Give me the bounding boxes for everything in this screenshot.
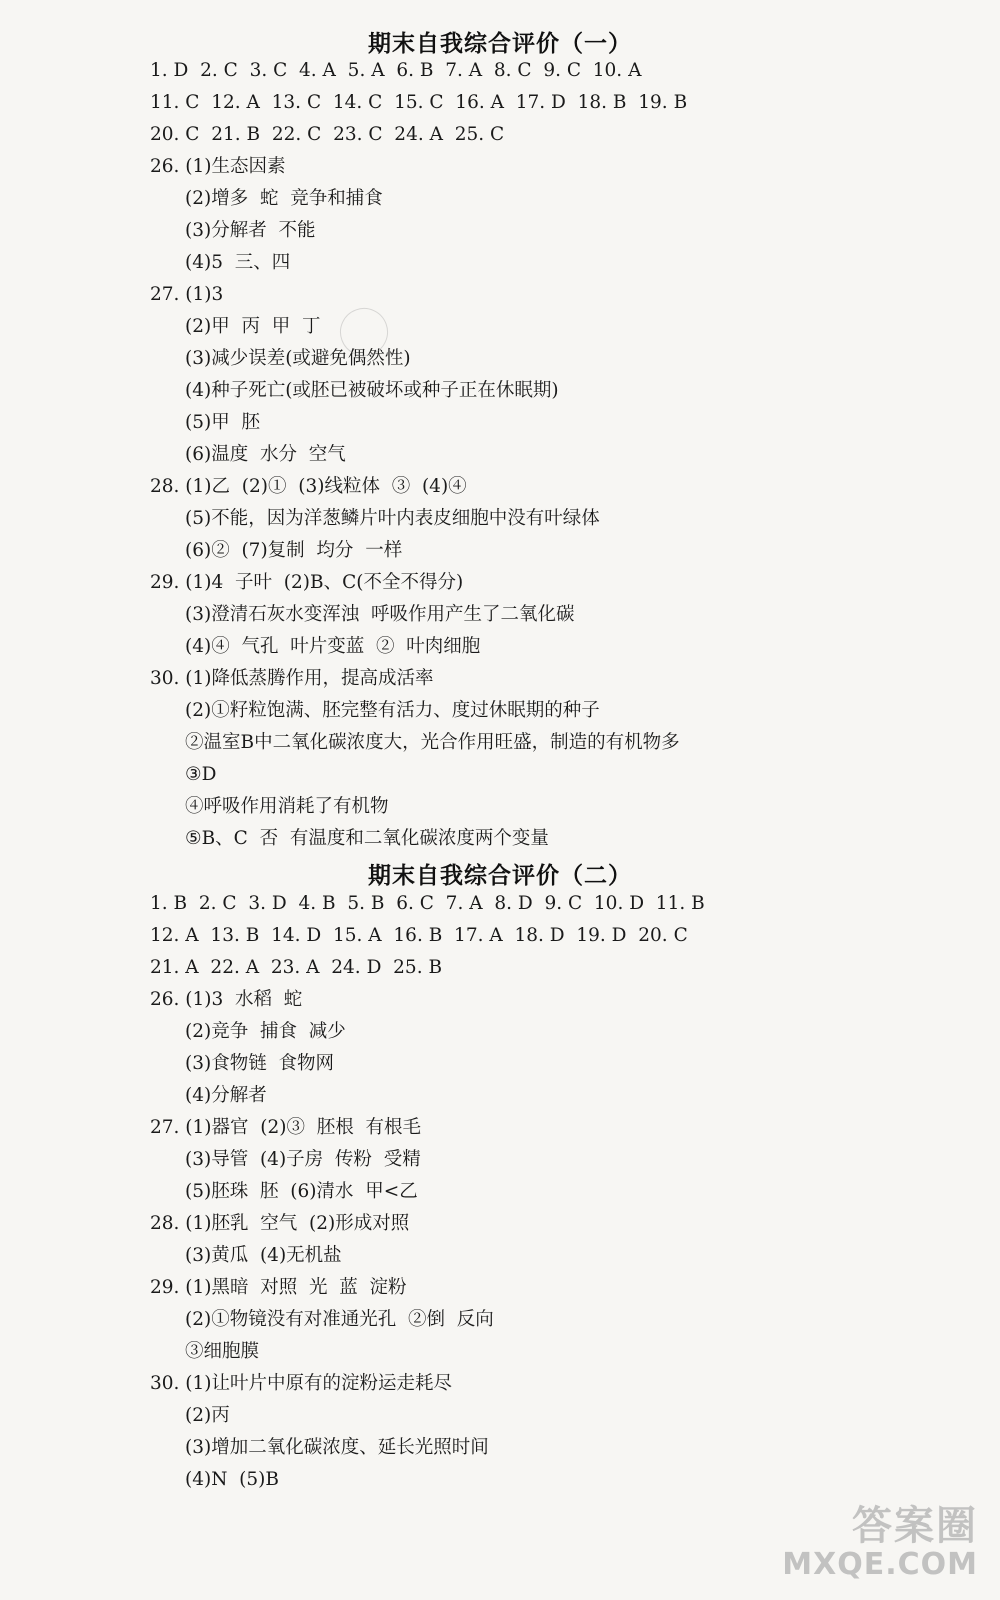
answer-line: (6)② (7)复制 均分 一样 <box>185 540 403 561</box>
answer-line: (2)①籽粒饱满、胚完整有活力、度过休眠期的种子 <box>185 700 600 721</box>
answer-line: 30. (1)降低蒸腾作用，提高成活率 <box>150 668 434 689</box>
watermark-text: 答案圈 <box>852 1503 978 1549</box>
answer-line: (2)增多 蛇 竞争和捕食 <box>185 188 383 209</box>
section-title-2: 期末自我综合评价（二） <box>368 863 632 889</box>
answer-line: (5)胚珠 胚 (6)清水 甲<乙 <box>185 1181 418 1202</box>
answer-line: 28. (1)乙 (2)① (3)线粒体 ③ (4)④ <box>150 476 467 497</box>
answer-line: ④呼吸作用消耗了有机物 <box>185 796 389 817</box>
answer-line: 28. (1)胚乳 空气 (2)形成对照 <box>150 1213 410 1234</box>
answer-line: 29. (1)黑暗 对照 光 蓝 淀粉 <box>150 1277 407 1298</box>
section-title-1: 期末自我综合评价（一） <box>368 31 632 57</box>
answer-line: (4)5 三、四 <box>185 252 291 273</box>
watermark-logo <box>782 1494 978 1582</box>
answer-line: ⑤B、C 否 有温度和二氧化碳浓度两个变量 <box>185 828 549 849</box>
answer-line: (2)丙 <box>185 1405 230 1426</box>
answer-line: 12. A 13. B 14. D 15. A 16. B 17. A 18. D 19. D 20. C <box>150 925 688 946</box>
answer-line: 26. (1)生态因素 <box>150 156 286 177</box>
answer-line: (3)黄瓜 (4)无机盐 <box>185 1245 342 1266</box>
answer-line: 20. C 21. B 22. C 23. C 24. A 25. C <box>150 124 505 145</box>
answer-line: (2)①物镜没有对准通光孔 ②倒 反向 <box>185 1309 494 1330</box>
answer-line: (4)分解者 <box>185 1085 267 1106</box>
answer-line: 1. B 2. C 3. D 4. B 5. B 6. C 7. A 8. D 9. C 10. D 11. B <box>150 893 705 914</box>
answer-line: (5)不能，因为洋葱鳞片叶内表皮细胞中没有叶绿体 <box>185 508 600 529</box>
answer-line: (4)④ 气孔 叶片变蓝 ② 叶肉细胞 <box>185 636 481 657</box>
answer-line: (4)N (5)B <box>185 1469 279 1490</box>
answer-line: ②温室B中二氧化碳浓度大，光合作用旺盛，制造的有机物多 <box>185 732 680 753</box>
answer-line: 21. A 22. A 23. A 24. D 25. B <box>150 957 443 978</box>
answer-line: (3)澄清石灰水变浑浊 呼吸作用产生了二氧化碳 <box>185 604 575 625</box>
answer-line: 30. (1)让叶片中原有的淀粉运走耗尽 <box>150 1373 453 1394</box>
answer-line: (2)甲 丙 甲 丁 <box>185 316 321 337</box>
answer-line: ③D <box>185 764 217 785</box>
answer-line: 11. C 12. A 13. C 14. C 15. C 16. A 17. D 18. B 19. B <box>150 92 688 113</box>
answer-line: 1. D 2. C 3. C 4. A 5. A 6. B 7. A 8. C 9. C 10. A <box>150 60 642 81</box>
answer-line: (3)食物链 食物网 <box>185 1053 334 1074</box>
answer-line: 27. (1)3 <box>150 284 224 305</box>
answer-line: 29. (1)4 子叶 (2)B、C(不全不得分) <box>150 572 464 593</box>
answer-line: (3)分解者 不能 <box>185 220 316 241</box>
answer-line: (3)减少误差(或避免偶然性) <box>185 348 411 369</box>
answer-line: (6)温度 水分 空气 <box>185 444 346 465</box>
answer-line: (2)竞争 捕食 减少 <box>185 1021 346 1042</box>
watermark-url: MXQE.COM <box>782 1547 978 1582</box>
answer-line: 26. (1)3 水稻 蛇 <box>150 989 303 1010</box>
answer-line: (5)甲 胚 <box>185 412 260 433</box>
answer-line: (4)种子死亡(或胚已被破坏或种子正在休眠期) <box>185 380 559 401</box>
answer-line: 27. (1)器官 (2)③ 胚根 有根毛 <box>150 1117 421 1138</box>
answer-line: (3)导管 (4)子房 传粉 受精 <box>185 1149 421 1170</box>
answer-line: ③细胞膜 <box>185 1341 260 1362</box>
answer-line: (3)增加二氧化碳浓度、延长光照时间 <box>185 1437 489 1458</box>
